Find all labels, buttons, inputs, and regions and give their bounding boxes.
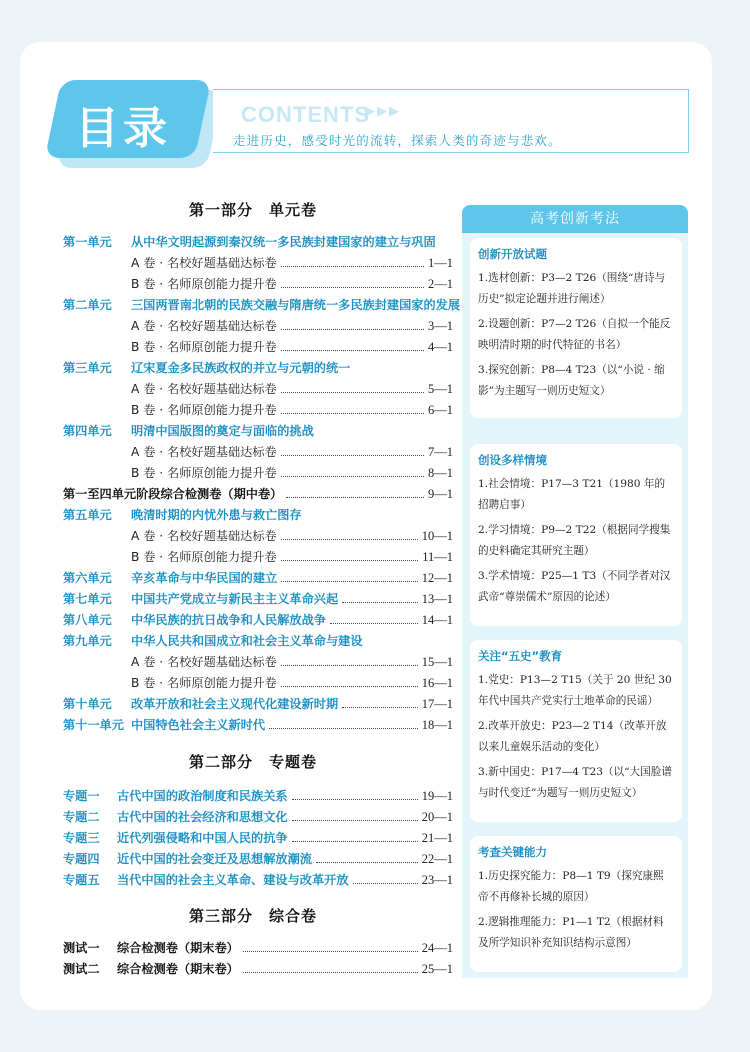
- part2-title: 第二部分 专题卷: [188, 753, 317, 771]
- unit-number: 第十单元: [63, 697, 112, 711]
- sub-row[interactable]: [63, 547, 453, 567]
- unit-row[interactable]: [63, 421, 453, 441]
- sub-label: B 卷 · 名师原创能力提升卷: [131, 466, 277, 480]
- sub-row[interactable]: [63, 379, 453, 399]
- unit-title: 当代中国的社会主义革命、建设与改革开放: [117, 873, 349, 887]
- leader-dots: [281, 274, 424, 288]
- leader-dots: [292, 828, 418, 842]
- card-item: 1.党史：P13—2 T15（关于 20 世纪 30 年代中国共产党实行土地革命的民谣）: [478, 674, 672, 707]
- page-title: 目录: [75, 103, 171, 154]
- unit-title: 中华人民共和国成立和社会主义革命与建设: [131, 634, 363, 648]
- page-number: 10—1: [421, 529, 453, 543]
- sub-label: B 卷 · 名师原创能力提升卷: [131, 277, 277, 291]
- sub-row[interactable]: [63, 442, 453, 462]
- sidebar-card: [470, 238, 682, 418]
- card-item: 2.改革开放史：P23—2 T14（改革开放以来儿童娱乐活动的变化）: [478, 720, 667, 753]
- unit-title: 从中华文明起源到秦汉统一多民族封建国家的建立与巩固: [131, 235, 436, 249]
- unit-row[interactable]: [63, 786, 453, 806]
- sub-row[interactable]: [63, 253, 453, 273]
- unit-title: 近代中国的社会变迁及思想解放潮流: [117, 852, 312, 866]
- page-number: 14—1: [421, 613, 453, 627]
- unit-number: 第十一单元: [63, 718, 124, 732]
- unit-row[interactable]: [63, 610, 453, 630]
- sub-label: B 卷 · 名师原创能力提升卷: [131, 676, 277, 690]
- leader-dots: [281, 526, 418, 540]
- black-row[interactable]: [63, 959, 453, 979]
- unit-title: 中华民族的抗日战争和人民解放战争: [131, 613, 326, 627]
- card-item: 2.设题创新：P7—2 T26（自拟一个能反映明清时期的时代特征的书名）: [478, 318, 671, 351]
- leader-dots: [269, 715, 418, 729]
- leader-dots: [281, 463, 424, 477]
- page-number: 15—1: [421, 655, 453, 669]
- contents-banner: [213, 89, 689, 153]
- unit-number: 第二单元: [63, 298, 112, 312]
- black-row[interactable]: [63, 484, 453, 504]
- leader-dots: [342, 694, 418, 708]
- page-number: 21—1: [421, 831, 453, 845]
- page-number: 3—1: [428, 319, 453, 333]
- unit-row[interactable]: [63, 694, 453, 714]
- page-number: 7—1: [428, 445, 453, 459]
- leader-dots: [281, 379, 424, 393]
- unit-number: 第四单元: [63, 424, 112, 438]
- unit-number: 专题二: [63, 810, 100, 824]
- leader-dots: [316, 849, 418, 863]
- leader-dots: [353, 870, 418, 884]
- leader-dots: [330, 610, 418, 624]
- unit-number: 第一单元: [63, 235, 112, 249]
- unit-number: 第六单元: [63, 571, 112, 585]
- page-number: 17—1: [421, 697, 453, 711]
- card-item: 2.逻辑推理能力：P1—1 T2（根据材料及所学知识补充知识结构示意图）: [478, 916, 664, 949]
- sub-row[interactable]: [63, 274, 453, 294]
- sub-row[interactable]: [63, 316, 453, 336]
- leader-dots: [243, 959, 418, 973]
- card-item: 1.社会情境：P17—3 T21（1980 年的招聘启事）: [478, 478, 666, 511]
- card-item: 1.历史探究能力：P8—1 T9（探究康熙帝不再修补长城的原因）: [478, 870, 664, 903]
- sidebar-title: 高考创新考法: [462, 205, 688, 233]
- part1-title: 第一部分 单元卷: [188, 201, 317, 219]
- part3-title: 第三部分 综合卷: [188, 907, 317, 925]
- unit-number: 专题五: [63, 873, 100, 887]
- unit-title: 古代中国的政治制度和民族关系: [117, 789, 288, 803]
- page-number: 19—1: [421, 789, 453, 803]
- unit-row[interactable]: [63, 568, 453, 588]
- unit-row[interactable]: [63, 828, 453, 848]
- unit-row[interactable]: [63, 505, 453, 525]
- leader-dots: [281, 652, 418, 666]
- unit-title: 辽宋夏金多民族政权的并立与元朝的统一: [131, 361, 351, 375]
- sub-label: A 卷 · 名校好题基础达标卷: [131, 445, 277, 459]
- card-item: 3.探究创新：P8—4 T23（以“小说 · 缩影”为主题写一则历史短文）: [478, 364, 665, 397]
- page-number: 20—1: [421, 810, 453, 824]
- leader-dots: [281, 253, 424, 267]
- card-title: 关注“五史”教育: [478, 649, 563, 663]
- unit-number: 专题一: [63, 789, 100, 803]
- unit-title: 改革开放和社会主义现代化建设新时期: [131, 697, 339, 711]
- leader-dots: [281, 442, 424, 456]
- unit-title: 晚清时期的内忧外患与救亡图存: [131, 508, 302, 522]
- leader-dots: [292, 807, 418, 821]
- unit-title: 中国特色社会主义新时代: [131, 718, 266, 732]
- sub-label: B 卷 · 名师原创能力提升卷: [131, 550, 277, 564]
- contents-word: CONTENTS: [241, 102, 370, 127]
- page-number: 16—1: [421, 676, 453, 690]
- slogan: 走进历史，感受时光的流转，探索人类的奇迹与悲欢。: [233, 133, 562, 148]
- card-title: 创设多样情境: [478, 453, 547, 467]
- leader-dots: [281, 568, 418, 582]
- card-item: 3.新中国史：P17—4 T23（以“大国脸谱与时代变迁”为题写一则历史短文）: [478, 766, 672, 799]
- leader-dots: [292, 786, 418, 800]
- unit-row[interactable]: [63, 807, 453, 827]
- sub-row[interactable]: [63, 652, 453, 672]
- page-number: 24—1: [421, 941, 453, 955]
- sidebar-card: [470, 444, 682, 626]
- leader-dots: [281, 337, 424, 351]
- black-title: 第一至四单元阶段综合检测卷（期中卷）: [63, 487, 283, 501]
- sub-label: A 卷 · 名校好题基础达标卷: [131, 256, 277, 270]
- unit-number: 第九单元: [63, 634, 112, 648]
- unit-row[interactable]: [63, 358, 453, 378]
- unit-title: 近代列强侵略和中国人民的抗争: [117, 831, 288, 845]
- unit-title: 明清中国版图的奠定与面临的挑战: [131, 424, 314, 438]
- leader-dots: [281, 547, 418, 561]
- leader-dots: [281, 316, 424, 330]
- unit-row[interactable]: [63, 631, 453, 651]
- sub-row[interactable]: [63, 337, 453, 357]
- page-number: 12—1: [421, 571, 453, 585]
- sub-label: B 卷 · 名师原创能力提升卷: [131, 403, 277, 417]
- unit-title: 中国共产党成立与新民主主义革命兴起: [131, 592, 339, 606]
- arrow-icons: ▶▶▶: [365, 104, 401, 119]
- black-title: 综合检测卷（期末卷）: [117, 941, 239, 955]
- unit-number: 专题四: [63, 852, 100, 866]
- page-number: 25—1: [421, 962, 453, 976]
- sub-label: A 卷 · 名校好题基础达标卷: [131, 382, 277, 396]
- leader-dots: [281, 673, 418, 687]
- page-number: 9—1: [428, 487, 453, 501]
- sub-label: A 卷 · 名校好题基础达标卷: [131, 529, 277, 543]
- sub-row[interactable]: [63, 463, 453, 483]
- unit-row[interactable]: [63, 232, 453, 252]
- unit-row[interactable]: [63, 589, 453, 609]
- unit-number: 第三单元: [63, 361, 112, 375]
- page-number: 23—1: [421, 873, 453, 887]
- card-item: 3.学术情境：P25—1 T3（不同学者对汉武帝“尊崇儒术”原因的论述）: [478, 570, 671, 603]
- page-number: 2—1: [428, 277, 453, 291]
- unit-title: 辛亥革命与中华民国的建立: [131, 571, 278, 585]
- page-number: 11—1: [422, 550, 453, 564]
- unit-number: 第七单元: [63, 592, 112, 606]
- page-number: 8—1: [428, 466, 453, 480]
- unit-row[interactable]: [63, 715, 453, 735]
- unit-title: 三国两晋南北朝的民族交融与隋唐统一多民族封建国家的发展: [131, 298, 461, 312]
- black-number: 测试一: [63, 941, 100, 955]
- unit-number: 第八单元: [63, 613, 112, 627]
- card-item: 1.选材创新：P3—2 T26（围绕“唐诗与历史”拟定论题并进行阐述）: [478, 272, 666, 305]
- sub-label: A 卷 · 名校好题基础达标卷: [131, 655, 277, 669]
- page-number: 5—1: [428, 382, 453, 396]
- card-title: 考查关键能力: [478, 845, 547, 859]
- page-number: 6—1: [428, 403, 453, 417]
- unit-row[interactable]: [63, 849, 453, 869]
- unit-title: 古代中国的社会经济和思想文化: [117, 810, 288, 824]
- leader-dots: [243, 938, 418, 952]
- sidebar-card: [470, 640, 682, 822]
- sub-label: B 卷 · 名师原创能力提升卷: [131, 340, 277, 354]
- unit-row[interactable]: [63, 295, 461, 315]
- black-title: 综合检测卷（期末卷）: [117, 962, 239, 976]
- leader-dots: [286, 484, 424, 498]
- page-number: 13—1: [421, 592, 453, 606]
- unit-number: 第五单元: [63, 508, 112, 522]
- page-number: 18—1: [421, 718, 453, 732]
- sub-row[interactable]: [63, 526, 453, 546]
- page-number: 4—1: [428, 340, 453, 354]
- title-block: [53, 80, 213, 168]
- black-number: 测试二: [63, 962, 100, 976]
- sub-label: A 卷 · 名校好题基础达标卷: [131, 319, 277, 333]
- card-item: 2.学习情境：P9—2 T22（根据同学搜集的史料确定其研究主题）: [478, 524, 671, 557]
- unit-number: 专题三: [63, 831, 100, 845]
- leader-dots: [342, 589, 418, 603]
- sub-row[interactable]: [63, 673, 453, 693]
- unit-row[interactable]: [63, 870, 453, 890]
- page-number: 22—1: [421, 852, 453, 866]
- leader-dots: [281, 400, 424, 414]
- sidebar-card: [470, 836, 682, 972]
- page-number: 1—1: [428, 256, 453, 270]
- card-title: 创新开放试题: [478, 247, 547, 261]
- sub-row[interactable]: [63, 400, 453, 420]
- black-row[interactable]: [63, 938, 453, 958]
